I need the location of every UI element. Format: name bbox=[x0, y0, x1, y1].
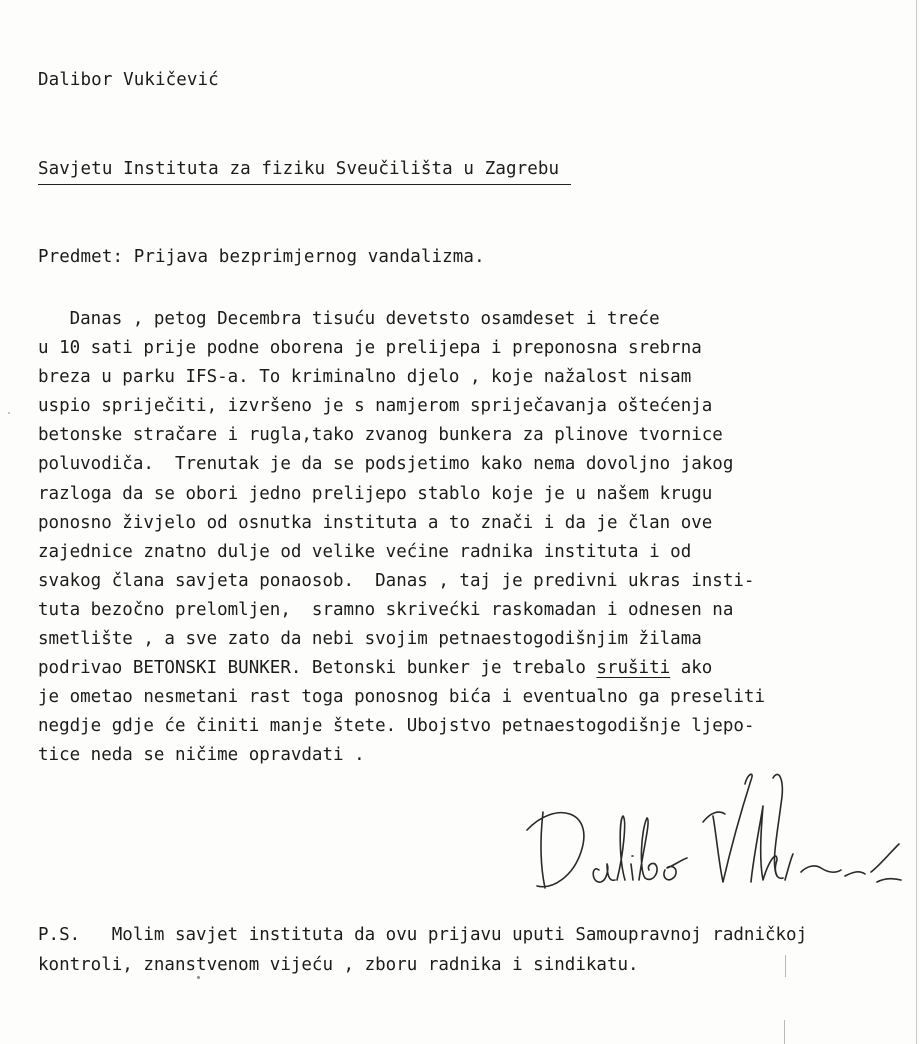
scan-mark bbox=[785, 955, 786, 977]
body-line-15: negdje gdje će činiti manje štete. Ubojstvo petnaestogodišnje ljepo- bbox=[38, 716, 755, 737]
recipient-line: Savjetu Instituta za fiziku Sveučilišta u Zagrebu bbox=[38, 159, 571, 185]
underlined-word: srušiti bbox=[596, 658, 671, 679]
ps-line-1: P.S. Molim savjet instituta da ovu prijavu uputi Samoupravnoj radničkoj bbox=[38, 925, 808, 945]
body-line-11: tuta bezočno prelomljen, sramno skrivećki raskomadan i odnesen na bbox=[38, 599, 734, 620]
body-line-16: tice neda se ničime opravdati . bbox=[38, 745, 365, 766]
body-line-14: je ometao nesmetani rast toga ponosnog bića i eventualno ga preseliti bbox=[38, 687, 765, 708]
body-line-5: betonske stračare i rugla,tako zvanog bunkera za plinove tvornice bbox=[38, 425, 723, 446]
scan-mark bbox=[784, 1020, 785, 1044]
body-line-4: uspio spriječiti, izvršeno je s namjerom spriječavanja oštećenja bbox=[38, 396, 713, 417]
body-line-13 bbox=[38, 654, 898, 683]
body-line-9: zajednice znatno dulje od velike većine radnika instituta i od bbox=[38, 541, 692, 562]
body-line-7: razloga da se obori jedno prelijepo stablo koje je u našem krugu bbox=[38, 483, 713, 504]
ink-speck bbox=[197, 976, 200, 979]
ink-speck bbox=[8, 412, 10, 414]
signature-drawing bbox=[515, 760, 915, 900]
letter-body bbox=[38, 305, 898, 771]
body-line-8: ponosno živjelo od osnutka instituta a to znači i da je član ove bbox=[38, 512, 713, 533]
body-line-13-tail: ako bbox=[670, 658, 713, 679]
subject-line: Predmet: Prijava bezprimjernog vandalizma. bbox=[38, 247, 485, 267]
body-line-3: breza u parku IFS-a. To kriminalno djelo , koje nažalost nisam bbox=[38, 367, 692, 388]
sender-name: Dalibor Vukičević bbox=[38, 70, 219, 90]
page-edge-line bbox=[916, 0, 917, 1044]
body-line-6: poluvodiča. Trenutak je da se podsjetimo kako nema dovoljno jakog bbox=[38, 454, 734, 475]
body-line-13-head: podrivao BETONSKI BUNKER. Betonski bunker je trebalo bbox=[38, 658, 597, 679]
body-line-2: u 10 sati prije podne oborena je prelijepa i preponosna srebrna bbox=[38, 338, 702, 359]
body-line-1: Danas , petog Decembra tisuću devetsto osamdeset i treće bbox=[38, 309, 660, 329]
body-line-12: smetlište , a sve zato da nebi svojim petnaestogodišnjim žilama bbox=[38, 629, 702, 650]
ps-line-2: kontroli, znanstvenom vijeću , zboru radnika i sindikatu. bbox=[38, 955, 639, 975]
postscript bbox=[38, 920, 908, 980]
body-line-10: svakog člana savjeta ponaosob. Danas , taj je predivni ukras insti- bbox=[38, 570, 755, 591]
handwritten-signature bbox=[515, 760, 915, 900]
